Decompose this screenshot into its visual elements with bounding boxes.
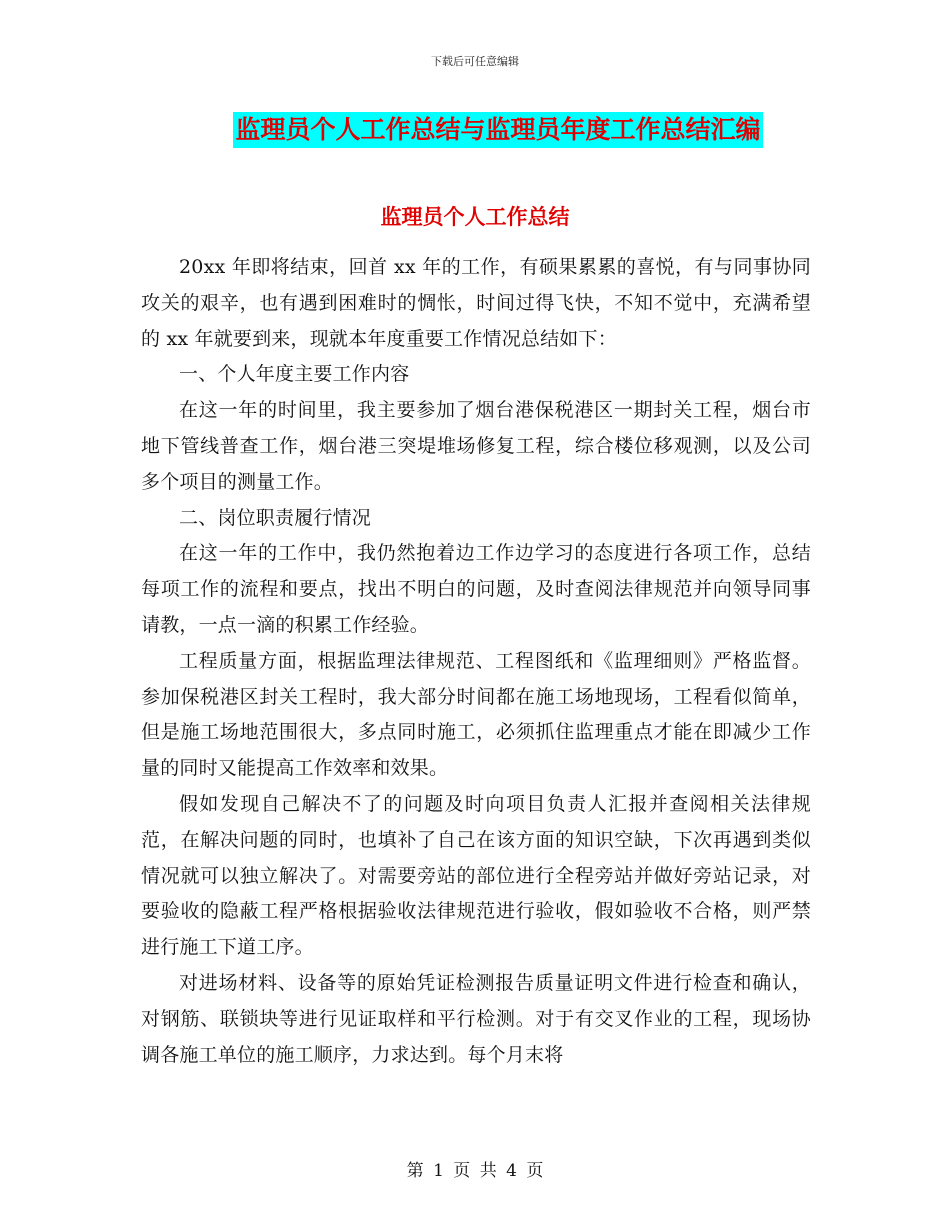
paragraph-intro: 20xx 年即将结束，回首 xx 年的工作，有硕果累累的喜悦，有与同事协同攻关的艰辛，也有遇到困难时的惆怅，时间过得飞快，不知不觉中，充满希望的 xx 年就要到来，现就本年度重要工作情况总结如下： — [141, 256, 811, 350]
heading-annual-work: 一、个人年度主要工作内容 — [179, 363, 410, 386]
main-title-container — [0, 112, 950, 148]
paragraph-duties-1: 在这一年的工作中，我仍然抱着边工作边学习的态度进行各项工作，总结每项工作的流程和要点，找出不明白的问题，及时查阅法律规范并向领导同事请教，一点一滴的积累工作经验。 — [141, 542, 811, 636]
header-note: 下载后可任意编辑 — [431, 55, 519, 68]
paragraph-problem-solving: 假如发现自己解决不了的问题及时向项目负责人汇报并查阅相关法律规范，在解决问题的同时，也填补了自己在该方面的知识空缺，下次再遇到类似情况就可以独立解决了。对需要旁站的部位进行全程旁站并做好旁站记录，对要验收的隐蔽工程严格根据验收法律规范进行验收，假如验收不合格，则严禁进行施工下道工序。 — [141, 792, 811, 959]
main-title: 监理员个人工作总结与监理员年度工作总结汇编 — [233, 112, 762, 148]
heading-duties: 二、岗位职责履行情况 — [179, 506, 372, 529]
paragraph-annual-work: 在这一年的时间里，我主要参加了烟台港保税港区一期封关工程，烟台市地下管线普查工作，烟台港三突堤堆场修复工程，综合楼位移观测，以及公司多个项目的测量工作。 — [141, 399, 811, 493]
page-indicator: 第 1 页 共 4 页 — [406, 1161, 544, 1181]
document-body — [141, 250, 811, 1073]
section-title: 监理员个人工作总结 — [380, 204, 570, 229]
paragraph-quality: 工程质量方面，根据监理法律规范、工程图纸和《监理细则》严格监督。参加保税港区封关工程时，我大部分时间都在施工场地现场，工程看似简单，但是施工场地范围很大，多点同时施工，必须抓住监理重点才能在即减少工作量的同时又能提高工作效率和效果。 — [141, 649, 811, 780]
paragraph-materials: 对进场材料、设备等的原始凭证检测报告质量证明文件进行检查和确认，对钢筋、联锁块等进行见证取样和平行检测。对于有交叉作业的工程，现场协调各施工单位的施工顺序，力求达到。每个月末将 — [141, 971, 811, 1066]
